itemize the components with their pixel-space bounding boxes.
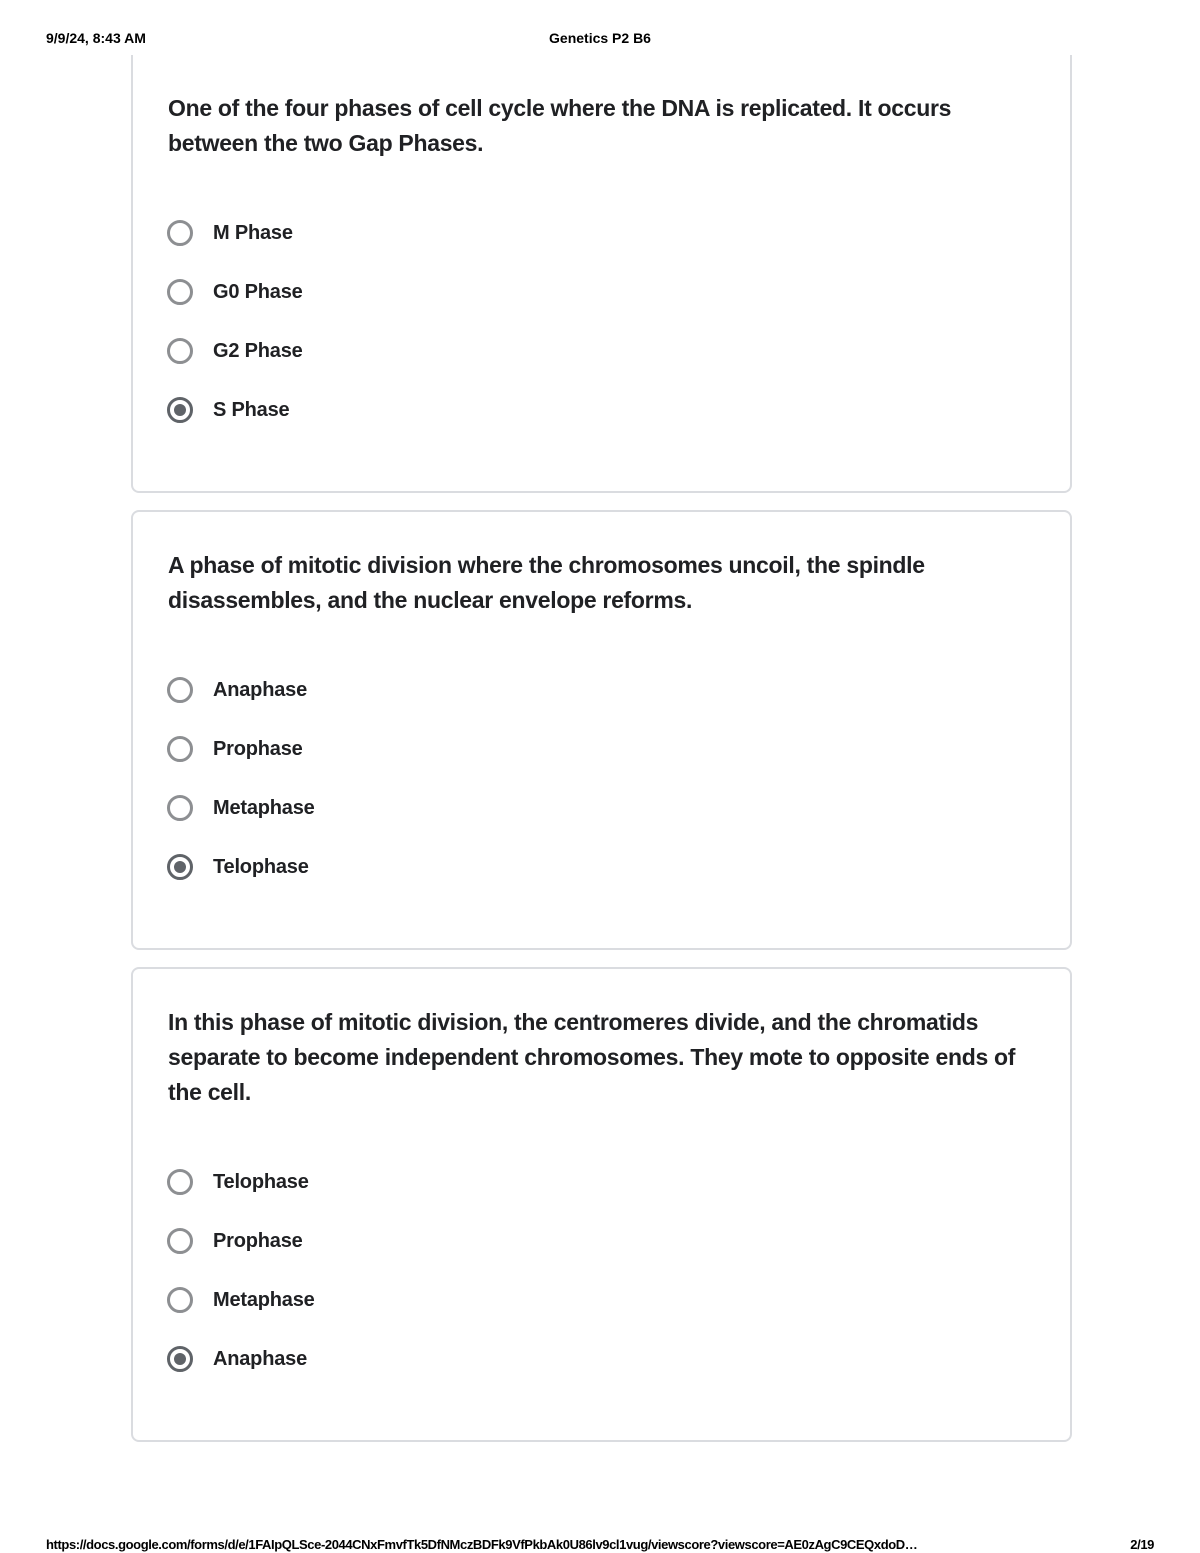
option-label: M Phase (213, 221, 293, 244)
option-label: Prophase (213, 1229, 303, 1252)
option-s-phase[interactable] (167, 393, 289, 427)
option-label: Metaphase (213, 1288, 315, 1311)
option-metaphase[interactable] (167, 791, 315, 825)
question-card-1 (131, 55, 1072, 493)
option-label: Anaphase (213, 678, 307, 701)
radio-unchecked-icon[interactable] (167, 220, 193, 246)
option-m-phase[interactable] (167, 216, 293, 250)
radio-unchecked-icon[interactable] (167, 795, 193, 821)
radio-checked-icon[interactable] (167, 397, 193, 423)
option-anaphase[interactable] (167, 673, 307, 707)
option-label: Telophase (213, 1170, 309, 1193)
option-label: Telophase (213, 855, 309, 878)
option-label: Prophase (213, 737, 303, 760)
option-label: Metaphase (213, 796, 315, 819)
option-prophase[interactable] (167, 1224, 303, 1258)
option-prophase[interactable] (167, 732, 303, 766)
option-label: G0 Phase (213, 280, 303, 303)
radio-unchecked-icon[interactable] (167, 736, 193, 762)
print-datetime: 9/9/24, 8:43 AM (46, 30, 146, 46)
radio-checked-icon[interactable] (167, 1346, 193, 1372)
print-document-title: Genetics P2 B6 (549, 30, 651, 46)
radio-unchecked-icon[interactable] (167, 338, 193, 364)
radio-checked-icon[interactable] (167, 854, 193, 880)
option-label: Anaphase (213, 1347, 307, 1370)
option-telophase[interactable] (167, 850, 309, 884)
print-url: https://docs.google.com/forms/d/e/1FAIpQLSce-2044CNxFmvfTk5DfNMczBDFk9VfPkbAk0U86lv9cl1vug/viewscore?viewscore=AE0zAgC9CEQxdoD… (46, 1537, 918, 1552)
question-card-3 (131, 967, 1072, 1442)
option-g0-phase[interactable] (167, 275, 303, 309)
radio-unchecked-icon[interactable] (167, 279, 193, 305)
question-text: One of the four phases of cell cycle where the DNA is replicated. It occurs between the two Gap Phases. (168, 95, 952, 156)
page-number: 2/19 (1130, 1537, 1154, 1552)
question-text: In this phase of mitotic division, the centromeres divide, and the chromatids separate to become independent chromosomes. They mote to opposite ends of the cell. (168, 1009, 1016, 1105)
radio-unchecked-icon[interactable] (167, 677, 193, 703)
radio-unchecked-icon[interactable] (167, 1228, 193, 1254)
option-label: G2 Phase (213, 339, 303, 362)
question-card-2 (131, 510, 1072, 950)
option-g2-phase[interactable] (167, 334, 303, 368)
option-anaphase[interactable] (167, 1342, 307, 1376)
option-label: S Phase (213, 398, 290, 421)
question-text: A phase of mitotic division where the chromosomes uncoil, the spindle disassembles, and the nuclear envelope reforms. (168, 552, 925, 613)
option-metaphase[interactable] (167, 1283, 315, 1317)
radio-unchecked-icon[interactable] (167, 1169, 193, 1195)
print-header (46, 30, 1154, 50)
option-telophase[interactable] (167, 1165, 309, 1199)
radio-unchecked-icon[interactable] (167, 1287, 193, 1313)
